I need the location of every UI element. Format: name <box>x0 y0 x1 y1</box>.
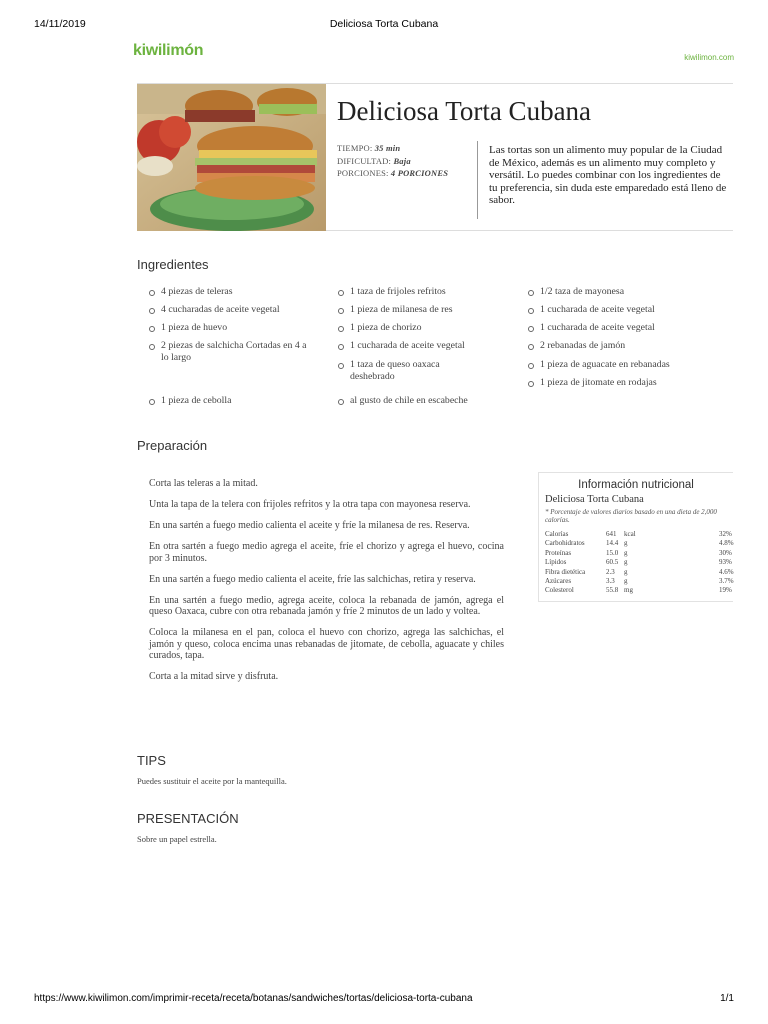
hero-divider <box>477 141 478 219</box>
meta-time: TIEMPO: 35 min <box>337 143 401 153</box>
presentation-text: Sobre un papel estrella. <box>137 834 217 844</box>
meta-difficulty: DIFICULTAD: Baja <box>337 155 411 166</box>
ingredient-item: 1 pieza de huevo <box>149 322 329 334</box>
preparation-step: En una sartén a fuego medio calienta el aceite y fríe la milanesa de res. Reserva. <box>149 520 470 531</box>
nutrition-row: Calorías 641 kcal 32% <box>545 530 732 538</box>
preparation-step: Corta a la mitad sirve y disfruta. <box>149 671 279 682</box>
ingredient-item: 1 pieza de aguacate en rebanadas <box>528 359 728 371</box>
print-date: 14/11/2019 <box>34 18 86 30</box>
tips-heading: TIPS <box>137 753 166 768</box>
recipe-hero <box>137 83 733 231</box>
preparation-heading: Preparación <box>137 438 208 453</box>
nutrition-row: Carbohidratos 14.4 g 4.8% <box>545 539 734 548</box>
ingredient-item: 1 pieza de jitomate en rodajas <box>528 377 728 389</box>
nutrition-row: Azúcares 3.3 g 3.7% <box>545 576 734 585</box>
brand-site-link[interactable]: kiwilimon.com <box>684 53 734 62</box>
preparation-steps <box>149 478 504 692</box>
preparation-step: En una sartén a fuego medio, agrega aceite, coloca la rebanada de jamón, agrega el queso Oaxaca, cubre con otra rebanada jamón y fríe 2 minutos de un lado y voltea. <box>149 594 504 617</box>
ingredient-item: 1 pieza de milanesa de res <box>338 304 518 316</box>
recipe-title: Deliciosa Torta Cubana <box>337 96 592 126</box>
ingredient-item: 4 cucharadas de aceite vegetal <box>149 304 329 316</box>
ingredient-item: 1 taza de queso oaxaca deshebrado <box>338 359 468 382</box>
preparation-step: En una sartén a fuego medio calienta el aceite, fríe las salchichas, retira y reserva. <box>149 573 476 585</box>
preparation-step: Corta las teleras a la mitad. <box>149 478 258 489</box>
ingredient-item: 1 pieza de cebolla <box>149 395 329 407</box>
recipe-photo <box>137 84 326 231</box>
print-url: https://www.kiwilimon.com/imprimir-receta/receta/botanas/sandwiches/tortas/deliciosa-torta-cubana <box>34 993 473 1004</box>
ingredient-item: 1 cucharada de aceite vegetal <box>528 322 728 334</box>
ingredient-item: 1 pieza de chorizo <box>338 322 518 334</box>
brand-logo[interactable]: kiwilimón <box>133 42 204 59</box>
recipe-description: Las tortas son un alimento muy popular de la Ciudad de México, además es un alimento muy completo y versátil. Lo puedes combinar con los ingredientes de tu preferencia, sin duda este emparedado está lleno de sabor. <box>489 144 727 207</box>
ingredient-item: 1 taza de frijoles refritos <box>338 286 518 298</box>
nutrition-row: Lípidos 60.5 g 93% <box>545 558 732 567</box>
page-number: 1/1 <box>720 993 734 1004</box>
ingredient-item: 1/2 taza de mayonesa <box>528 286 728 298</box>
nutrition-table <box>545 530 734 596</box>
nutrition-note: * Porcentaje de valores diarios basado en una dieta de 2,000 calorías. <box>545 508 717 524</box>
ingredient-item: 1 cucharada de aceite vegetal <box>338 340 518 352</box>
ingredient-item: 1 cucharada de aceite vegetal <box>528 304 728 316</box>
nutrition-row: Fibra dietética 2.3 g 4.6% <box>545 567 734 576</box>
nutrition-panel <box>538 472 733 602</box>
nutrition-title: Información nutricional <box>578 479 694 491</box>
ingredient-item: 4 piezas de teleras <box>149 286 329 298</box>
preparation-step: Unta la tapa de la telera con frijoles refritos y la otra tapa con mayonesa reserva. <box>149 499 471 510</box>
nutrition-recipe-name: Deliciosa Torta Cubana <box>545 494 644 505</box>
preparation-step: En otra sartén a fuego medio agrega el aceite, fríe el chorizo y agrega el huevo, cocina por 3 minutos. <box>149 541 504 564</box>
presentation-heading: PRESENTACIÓN <box>137 811 239 826</box>
preparation-step: Coloca la milanesa en el pan, coloca el huevo con chorizo, agrega las salchichas, el jamón y queso, coloca encima unas rebanadas de jitomate, de cebolla, aguacate y chiles curados, tapa. <box>149 627 504 661</box>
ingredients-heading: Ingredientes <box>137 257 209 272</box>
tips-text: Puedes sustituir el aceite por la mantequilla. <box>137 776 287 786</box>
ingredient-item: al gusto de chile en escabeche <box>338 395 518 407</box>
print-doc-title: Deliciosa Torta Cubana <box>329 18 439 30</box>
meta-servings: PORCIONES: 4 PORCIONES <box>337 168 449 178</box>
recipe-meta <box>337 142 448 180</box>
nutrition-row: Proteínas 15.0 g 30% <box>545 548 732 557</box>
ingredient-item: 2 piezas de salchicha Cortadas en 4 a lo largo <box>149 340 311 363</box>
ingredient-item: 2 rebanadas de jamón <box>528 340 728 352</box>
nutrition-row: Colesterol 55.8 mg 19% <box>545 586 732 595</box>
